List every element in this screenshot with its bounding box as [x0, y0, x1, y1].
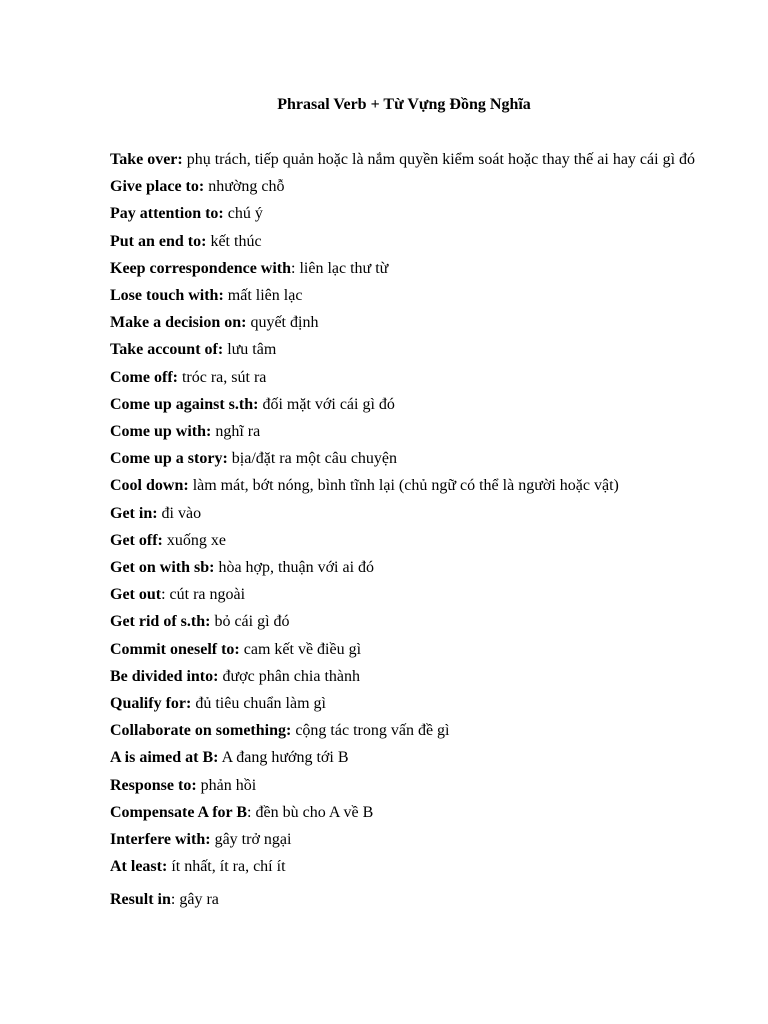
entry-term: Give place to:: [110, 178, 205, 196]
entry-definition: kết thúc: [206, 232, 262, 250]
entry-term: Keep correspondence with: [110, 259, 292, 277]
entry-definition: bịa/đặt ra một câu chuyện: [227, 450, 398, 468]
vocabulary-entry: [110, 418, 700, 445]
entry-term: Interfere with:: [110, 831, 211, 849]
entry-definition: : đền bù cho A về B: [247, 803, 374, 821]
entry-term: Cool down:: [110, 477, 189, 495]
entry-definition: hòa hợp, thuận với ai đó: [214, 559, 375, 577]
entry-term: At least:: [110, 858, 168, 876]
vocabulary-entry: [110, 527, 700, 554]
entry-definition: nhường chỗ: [204, 178, 285, 196]
entry-term: Come up with:: [110, 423, 212, 441]
entry-term: Get out: [110, 586, 162, 604]
vocabulary-entry: [110, 364, 700, 391]
entry-term: Put an end to:: [110, 232, 207, 250]
page-title: Phrasal Verb + Từ Vựng Đồng Nghĩa: [277, 96, 531, 113]
vocabulary-entry: [110, 799, 700, 826]
entry-definition: chú ý: [223, 205, 263, 223]
entry-definition: mất liên lạc: [223, 287, 303, 305]
vocabulary-entry: [110, 581, 700, 608]
entry-definition: phản hồi: [196, 776, 257, 794]
vocabulary-entry: [110, 690, 700, 717]
entry-term: Take over:: [110, 151, 183, 168]
vocabulary-entry: [110, 445, 700, 472]
entry-definition: ít nhất, ít ra, chí ít: [167, 858, 286, 876]
vocabulary-entry: [110, 282, 700, 309]
entry-definition: cam kết về điều gì: [239, 640, 362, 658]
vocabulary-entry: [110, 636, 700, 663]
entry-definition: quyết định: [246, 314, 319, 332]
entry-term: Come up against s.th:: [110, 395, 259, 413]
entry-definition: nghĩ ra: [211, 423, 261, 441]
entry-term: A is aimed at B:: [110, 749, 219, 767]
entry-definition: xuống xe: [162, 531, 226, 549]
vocabulary-entry: [110, 200, 700, 227]
vocabulary-entry: [110, 717, 700, 744]
vocabulary-entry: [110, 472, 700, 499]
entry-term: Make a decision on:: [110, 314, 247, 332]
vocabulary-entry: [110, 744, 700, 771]
entry-term: Get off:: [110, 531, 163, 549]
vocabulary-entry: [110, 772, 700, 799]
entry-term: Get rid of s.th:: [110, 613, 211, 631]
vocabulary-entry: [110, 146, 700, 173]
entry-term: Qualify for:: [110, 695, 192, 713]
entry-term: Take account of:: [110, 341, 224, 359]
entry-definition: được phân chia thành: [218, 667, 360, 685]
entry-term: Come off:: [110, 368, 178, 386]
entry-definition: : cút ra ngoài: [161, 586, 246, 604]
entry-definition: lưu tâm: [223, 341, 277, 359]
entry-term: Collaborate on something:: [110, 722, 292, 740]
entry-term: Response to:: [110, 776, 197, 794]
entry-term: Pay attention to:: [110, 205, 224, 223]
entry-definition: : gây ra: [170, 891, 219, 909]
entry-term: Get in:: [110, 504, 158, 522]
vocabulary-entry: [110, 826, 700, 853]
entry-definition: : liên lạc thư từ: [291, 259, 389, 277]
entry-definition: A đang hướng tới B: [218, 749, 349, 767]
vocabulary-entry: [110, 228, 700, 255]
vocabulary-entry: [110, 336, 700, 363]
entry-definition: đối mặt với cái gì đó: [258, 395, 395, 413]
entry-term: Lose touch with:: [110, 287, 224, 305]
entry-term: Be divided into:: [110, 667, 219, 685]
vocabulary-entry: [110, 391, 700, 418]
entry-term: Come up a story:: [110, 450, 228, 468]
entry-definition: làm mát, bớt nóng, bình tĩnh lại (chủ ngữ có thể là người hoặc vật): [188, 477, 619, 495]
vocabulary-entry: [110, 500, 700, 527]
vocabulary-entry: [110, 663, 700, 690]
vocabulary-entry: [110, 554, 700, 581]
vocabulary-entry: [110, 853, 700, 880]
vocabulary-entry: [110, 309, 700, 336]
vocabulary-entry: [110, 608, 700, 635]
vocabulary-entry: [110, 255, 700, 282]
entry-definition: tróc ra, sút ra: [177, 368, 267, 386]
entry-term: Result in: [110, 891, 171, 909]
entry-definition: phụ trách, tiếp quản hoặc là nắm quyền kiểm soát hoặc thay thế ai hay cái gì đó: [182, 151, 696, 168]
entry-definition: cộng tác trong vấn đề gì: [291, 722, 450, 740]
entry-definition: đủ tiêu chuẩn làm gì: [191, 695, 326, 713]
entry-definition: bỏ cái gì đó: [210, 613, 290, 631]
entry-definition: đi vào: [157, 504, 202, 522]
vocabulary-list: [110, 146, 700, 914]
entry-term: Compensate A for B: [110, 803, 248, 821]
entry-term: Commit oneself to:: [110, 640, 240, 658]
vocabulary-entry: [110, 886, 700, 913]
vocabulary-entry: [110, 173, 700, 200]
entry-term: Get on with sb:: [110, 559, 215, 577]
entry-definition: gây trở ngại: [210, 831, 292, 849]
